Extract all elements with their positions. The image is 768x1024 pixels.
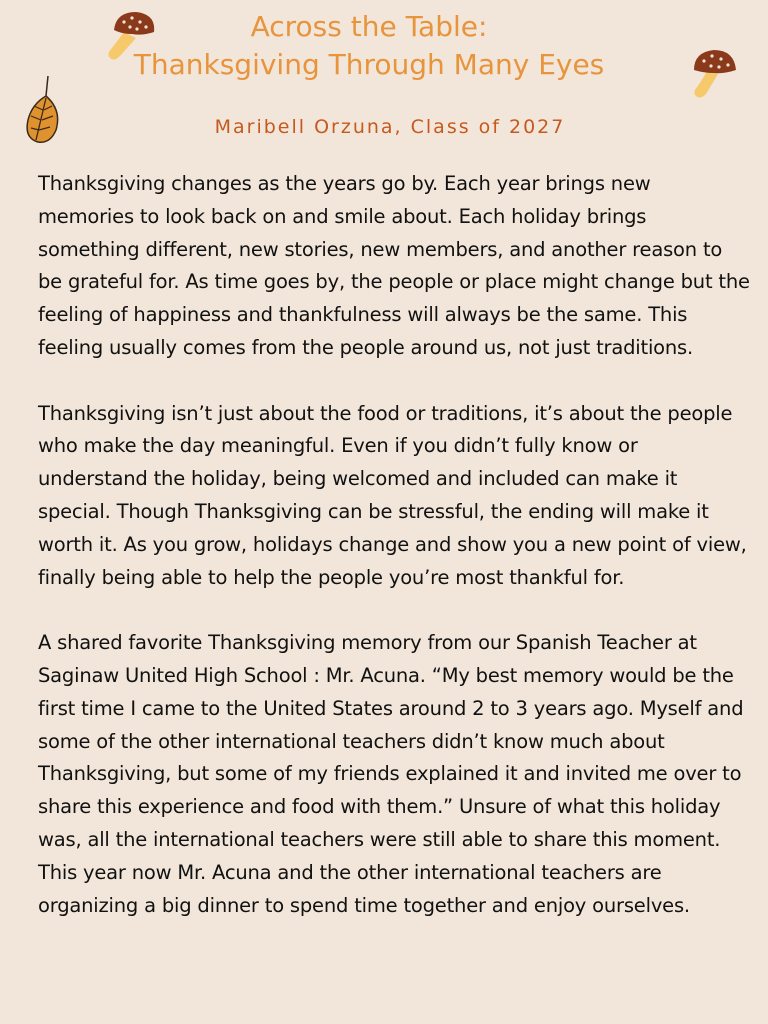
author-byline: Maribell Orzuna, Class of 2027 [214,116,566,138]
article-paragraph: Thanksgiving changes as the years go by. Each year brings new memories to look back on and smile about. Each holiday brings something different, new stories, new members, and another reason to be grateful for. As time goes by, the people or place might change but the feeling of happiness and thankfulness will always be the same. This feeling usually comes from the people around us, not just traditions. [38,172,750,359]
article-paragraph: A shared favorite Thanksgiving memory from our Spanish Teacher at Saginaw United High School : Mr. Acuna. “My best memory would be the first time I came to the United States around 2 to 3 years ago. Myself and some of the other international teachers didn’t know much about Thanksgiving, but some of my friends explained it and invited me over to share this experience and food with them.” Unsure of what this holiday was, all the international teachers were still able to share this moment. This year now Mr. Acuna and the other international teachers are organizing a big dinner to spend time together and enjoy ourselves. [38,631,744,917]
page-title [0,8,738,84]
title-line-2: Thanksgiving Through Many Eyes [133,48,605,81]
article-body [38,168,750,955]
article-paragraph: Thanksgiving isn’t just about the food or traditions, it’s about the people who make the day meaningful. Even if you didn’t fully know or understand the holiday, being welcomed and included can make it special. Though Thanksgiving can be stressful, the ending will make it worth it. As you grow, holidays change and show you a new point of view, finally being able to help the people you’re most thankful for. [38,401,747,589]
title-line-1: Across the Table: [250,10,488,43]
